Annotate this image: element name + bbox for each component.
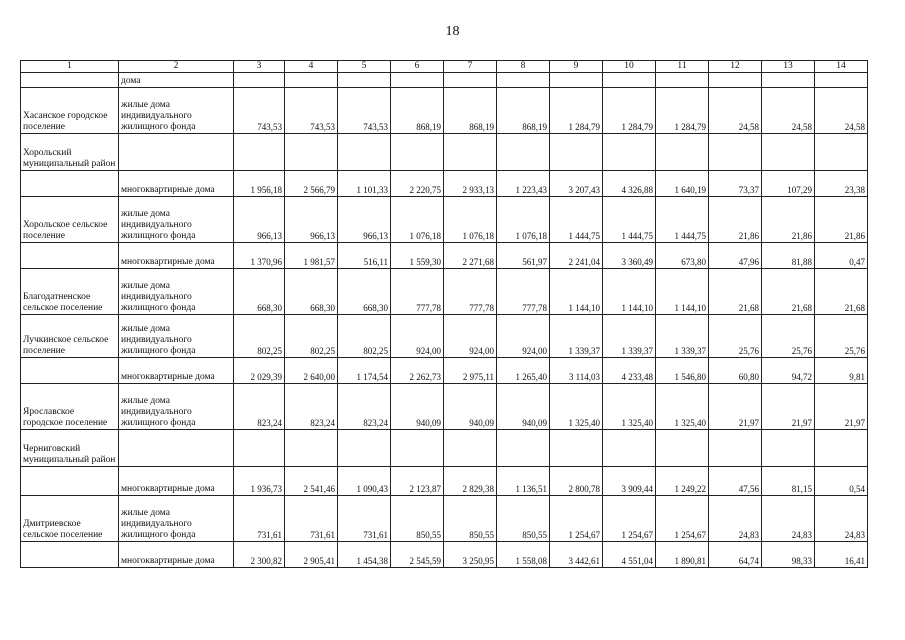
settlement-name [21, 358, 119, 384]
value-cell [603, 73, 656, 88]
value-cell: 0,47 [815, 243, 868, 269]
column-header: 6 [391, 61, 444, 73]
table-row [21, 384, 868, 430]
value-cell [815, 430, 868, 467]
value-cell: 1 076,18 [391, 197, 444, 243]
value-cell: 3 114,03 [550, 358, 603, 384]
value-cell: 3 207,43 [550, 171, 603, 197]
value-cell: 21,68 [815, 269, 868, 315]
value-cell: 850,55 [444, 496, 497, 542]
value-cell: 1 284,79 [656, 88, 709, 134]
value-cell: 1 249,22 [656, 467, 709, 496]
value-cell: 823,24 [234, 384, 285, 430]
value-cell [656, 73, 709, 88]
value-cell: 1 265,40 [497, 358, 550, 384]
value-cell [391, 134, 444, 171]
value-cell [762, 430, 815, 467]
value-cell: 4 551,04 [603, 542, 656, 568]
value-cell: 1 144,10 [656, 269, 709, 315]
value-cell: 1 076,18 [497, 197, 550, 243]
value-cell: 98,33 [762, 542, 815, 568]
housing-type: жилые дома индивидуального жилищного фонда [119, 197, 234, 243]
value-cell: 823,24 [285, 384, 338, 430]
column-header: 12 [709, 61, 762, 73]
column-header: 9 [550, 61, 603, 73]
column-header: 3 [234, 61, 285, 73]
value-cell: 668,30 [234, 269, 285, 315]
column-header: 4 [285, 61, 338, 73]
housing-type: многоквартирные дома [119, 243, 234, 269]
value-cell [550, 430, 603, 467]
value-cell: 64,74 [709, 542, 762, 568]
housing-type: многоквартирные дома [119, 358, 234, 384]
settlement-name [21, 467, 119, 496]
value-cell: 743,53 [338, 88, 391, 134]
value-cell: 1 546,80 [656, 358, 709, 384]
table-row [21, 88, 868, 134]
value-cell [285, 430, 338, 467]
value-cell [391, 73, 444, 88]
value-cell: 1 444,75 [550, 197, 603, 243]
settlement-name: Хорольский муниципальный район [21, 134, 119, 171]
value-cell [550, 73, 603, 88]
value-cell: 2 933,13 [444, 171, 497, 197]
value-cell [285, 134, 338, 171]
value-cell: 731,61 [338, 496, 391, 542]
value-cell: 1 136,51 [497, 467, 550, 496]
value-cell: 0,54 [815, 467, 868, 496]
value-cell: 1 254,67 [603, 496, 656, 542]
value-cell: 21,68 [709, 269, 762, 315]
value-cell: 47,96 [709, 243, 762, 269]
table-row [21, 315, 868, 358]
housing-type: жилые дома индивидуального жилищного фонда [119, 496, 234, 542]
value-cell: 731,61 [285, 496, 338, 542]
value-cell: 2 905,41 [285, 542, 338, 568]
value-cell: 24,58 [815, 88, 868, 134]
value-cell: 60,80 [709, 358, 762, 384]
value-cell: 1 223,43 [497, 171, 550, 197]
value-cell [391, 430, 444, 467]
housing-type: жилые дома индивидуального жилищного фонда [119, 384, 234, 430]
value-cell: 2 241,04 [550, 243, 603, 269]
value-cell: 3 909,44 [603, 467, 656, 496]
value-cell: 1 325,40 [656, 384, 709, 430]
value-cell: 3 360,49 [603, 243, 656, 269]
value-cell: 777,78 [444, 269, 497, 315]
value-cell: 21,86 [815, 197, 868, 243]
table-row [21, 467, 868, 496]
table-row [21, 358, 868, 384]
column-header: 7 [444, 61, 497, 73]
table-row [21, 197, 868, 243]
value-cell [815, 134, 868, 171]
value-cell: 1 558,08 [497, 542, 550, 568]
value-cell: 924,00 [444, 315, 497, 358]
value-cell: 1 444,75 [603, 197, 656, 243]
value-cell: 2 220,75 [391, 171, 444, 197]
value-cell: 1 640,19 [656, 171, 709, 197]
value-cell [234, 430, 285, 467]
column-header: 8 [497, 61, 550, 73]
value-cell [762, 134, 815, 171]
value-cell: 940,09 [444, 384, 497, 430]
value-cell: 2 123,87 [391, 467, 444, 496]
value-cell: 25,76 [815, 315, 868, 358]
value-cell: 966,13 [234, 197, 285, 243]
value-cell: 4 233,48 [603, 358, 656, 384]
value-cell: 2 271,68 [444, 243, 497, 269]
value-cell [550, 134, 603, 171]
value-cell [444, 134, 497, 171]
value-cell: 1 076,18 [444, 197, 497, 243]
value-cell [497, 134, 550, 171]
value-cell: 868,19 [391, 88, 444, 134]
column-header: 2 [119, 61, 234, 73]
value-cell: 802,25 [338, 315, 391, 358]
tariff-table [20, 60, 868, 568]
value-cell: 1 890,81 [656, 542, 709, 568]
settlement-name: Ярославское городское поселение [21, 384, 119, 430]
settlement-name: Благодатненское сельское поселение [21, 269, 119, 315]
value-cell: 2 541,46 [285, 467, 338, 496]
value-cell [234, 73, 285, 88]
value-cell: 743,53 [285, 88, 338, 134]
value-cell: 1 339,37 [550, 315, 603, 358]
value-cell: 21,86 [762, 197, 815, 243]
value-cell: 966,13 [285, 197, 338, 243]
value-cell: 850,55 [497, 496, 550, 542]
value-cell: 940,09 [497, 384, 550, 430]
value-cell: 2 800,78 [550, 467, 603, 496]
value-cell [603, 430, 656, 467]
value-cell: 73,37 [709, 171, 762, 197]
value-cell: 23,38 [815, 171, 868, 197]
value-cell: 516,11 [338, 243, 391, 269]
value-cell: 24,58 [709, 88, 762, 134]
value-cell: 868,19 [497, 88, 550, 134]
value-cell: 1 339,37 [656, 315, 709, 358]
value-cell: 868,19 [444, 88, 497, 134]
value-cell: 850,55 [391, 496, 444, 542]
value-cell [338, 73, 391, 88]
column-header: 13 [762, 61, 815, 73]
value-cell: 2 640,00 [285, 358, 338, 384]
value-cell: 3 442,61 [550, 542, 603, 568]
value-cell: 731,61 [234, 496, 285, 542]
value-cell [285, 73, 338, 88]
table-row [21, 134, 868, 171]
table-row [21, 496, 868, 542]
value-cell: 1 254,67 [550, 496, 603, 542]
value-cell: 1 325,40 [603, 384, 656, 430]
table-row [21, 243, 868, 269]
value-cell [338, 134, 391, 171]
value-cell: 1 956,18 [234, 171, 285, 197]
settlement-name: Дмитриевское сельское поселение [21, 496, 119, 542]
housing-type [119, 134, 234, 171]
value-cell [709, 134, 762, 171]
value-cell: 16,41 [815, 542, 868, 568]
value-cell [234, 134, 285, 171]
column-header: 11 [656, 61, 709, 73]
value-cell: 823,24 [338, 384, 391, 430]
value-cell: 1 144,10 [550, 269, 603, 315]
table-row [21, 542, 868, 568]
value-cell [762, 73, 815, 88]
table-row [21, 171, 868, 197]
value-cell [444, 430, 497, 467]
value-cell: 1 936,73 [234, 467, 285, 496]
value-cell: 24,83 [762, 496, 815, 542]
value-cell: 940,09 [391, 384, 444, 430]
value-cell: 2 566,79 [285, 171, 338, 197]
value-cell [656, 430, 709, 467]
value-cell: 1 559,30 [391, 243, 444, 269]
value-cell: 47,56 [709, 467, 762, 496]
value-cell: 673,80 [656, 243, 709, 269]
page-number: 18 [445, 24, 460, 39]
value-cell: 1 254,67 [656, 496, 709, 542]
value-cell: 21,86 [709, 197, 762, 243]
value-cell: 25,76 [709, 315, 762, 358]
value-cell [709, 73, 762, 88]
value-cell: 561,97 [497, 243, 550, 269]
value-cell: 2 975,11 [444, 358, 497, 384]
value-cell: 94,72 [762, 358, 815, 384]
value-cell: 21,97 [709, 384, 762, 430]
value-cell: 966,13 [338, 197, 391, 243]
value-cell: 924,00 [391, 315, 444, 358]
value-cell: 1 090,43 [338, 467, 391, 496]
housing-type: дома [119, 73, 234, 88]
value-cell: 1 370,96 [234, 243, 285, 269]
value-cell: 81,88 [762, 243, 815, 269]
value-cell: 3 250,95 [444, 542, 497, 568]
settlement-name: Лучкинское сельское поселение [21, 315, 119, 358]
value-cell: 25,76 [762, 315, 815, 358]
value-cell: 81,15 [762, 467, 815, 496]
value-cell: 802,25 [234, 315, 285, 358]
value-cell: 1 174,54 [338, 358, 391, 384]
value-cell: 2 029,39 [234, 358, 285, 384]
settlement-name [21, 542, 119, 568]
value-cell: 802,25 [285, 315, 338, 358]
value-cell: 2 262,73 [391, 358, 444, 384]
housing-type: многоквартирные дома [119, 542, 234, 568]
value-cell: 1 325,40 [550, 384, 603, 430]
value-cell: 1 454,38 [338, 542, 391, 568]
settlement-name: Хорольское сельское поселение [21, 197, 119, 243]
value-cell: 24,83 [709, 496, 762, 542]
value-cell: 4 326,88 [603, 171, 656, 197]
value-cell [497, 430, 550, 467]
value-cell: 2 300,82 [234, 542, 285, 568]
value-cell: 777,78 [497, 269, 550, 315]
value-cell: 1 284,79 [603, 88, 656, 134]
housing-type [119, 430, 234, 467]
column-header: 5 [338, 61, 391, 73]
value-cell: 668,30 [338, 269, 391, 315]
value-cell [656, 134, 709, 171]
value-cell [497, 73, 550, 88]
value-cell: 1 981,57 [285, 243, 338, 269]
column-header: 10 [603, 61, 656, 73]
table-row [21, 269, 868, 315]
value-cell: 777,78 [391, 269, 444, 315]
value-cell: 21,97 [762, 384, 815, 430]
header-row [21, 61, 868, 73]
column-header: 1 [21, 61, 119, 73]
value-cell: 1 144,10 [603, 269, 656, 315]
housing-type: жилые дома индивидуального жилищного фонда [119, 88, 234, 134]
value-cell: 1 101,33 [338, 171, 391, 197]
value-cell [444, 73, 497, 88]
housing-type: многоквартирные дома [119, 171, 234, 197]
table-body [21, 73, 868, 568]
housing-type: многоквартирные дома [119, 467, 234, 496]
settlement-name [21, 171, 119, 197]
value-cell: 21,97 [815, 384, 868, 430]
value-cell: 924,00 [497, 315, 550, 358]
value-cell: 2 829,38 [444, 467, 497, 496]
value-cell: 743,53 [234, 88, 285, 134]
value-cell: 1 339,37 [603, 315, 656, 358]
table-row [21, 430, 868, 467]
value-cell [709, 430, 762, 467]
housing-type: жилые дома индивидуального жилищного фонда [119, 269, 234, 315]
value-cell: 668,30 [285, 269, 338, 315]
column-header: 14 [815, 61, 868, 73]
value-cell [338, 430, 391, 467]
settlement-name: Хасанское городское поселение [21, 88, 119, 134]
value-cell: 1 284,79 [550, 88, 603, 134]
value-cell: 9,81 [815, 358, 868, 384]
value-cell: 2 545,59 [391, 542, 444, 568]
settlement-name [21, 243, 119, 269]
settlement-name: Черниговский муниципальный район [21, 430, 119, 467]
value-cell: 107,29 [762, 171, 815, 197]
value-cell: 1 444,75 [656, 197, 709, 243]
value-cell: 21,68 [762, 269, 815, 315]
settlement-name [21, 73, 119, 88]
value-cell: 24,83 [815, 496, 868, 542]
value-cell [603, 134, 656, 171]
housing-type: жилые дома индивидуального жилищного фонда [119, 315, 234, 358]
value-cell [815, 73, 868, 88]
table-row [21, 73, 868, 88]
value-cell: 24,58 [762, 88, 815, 134]
